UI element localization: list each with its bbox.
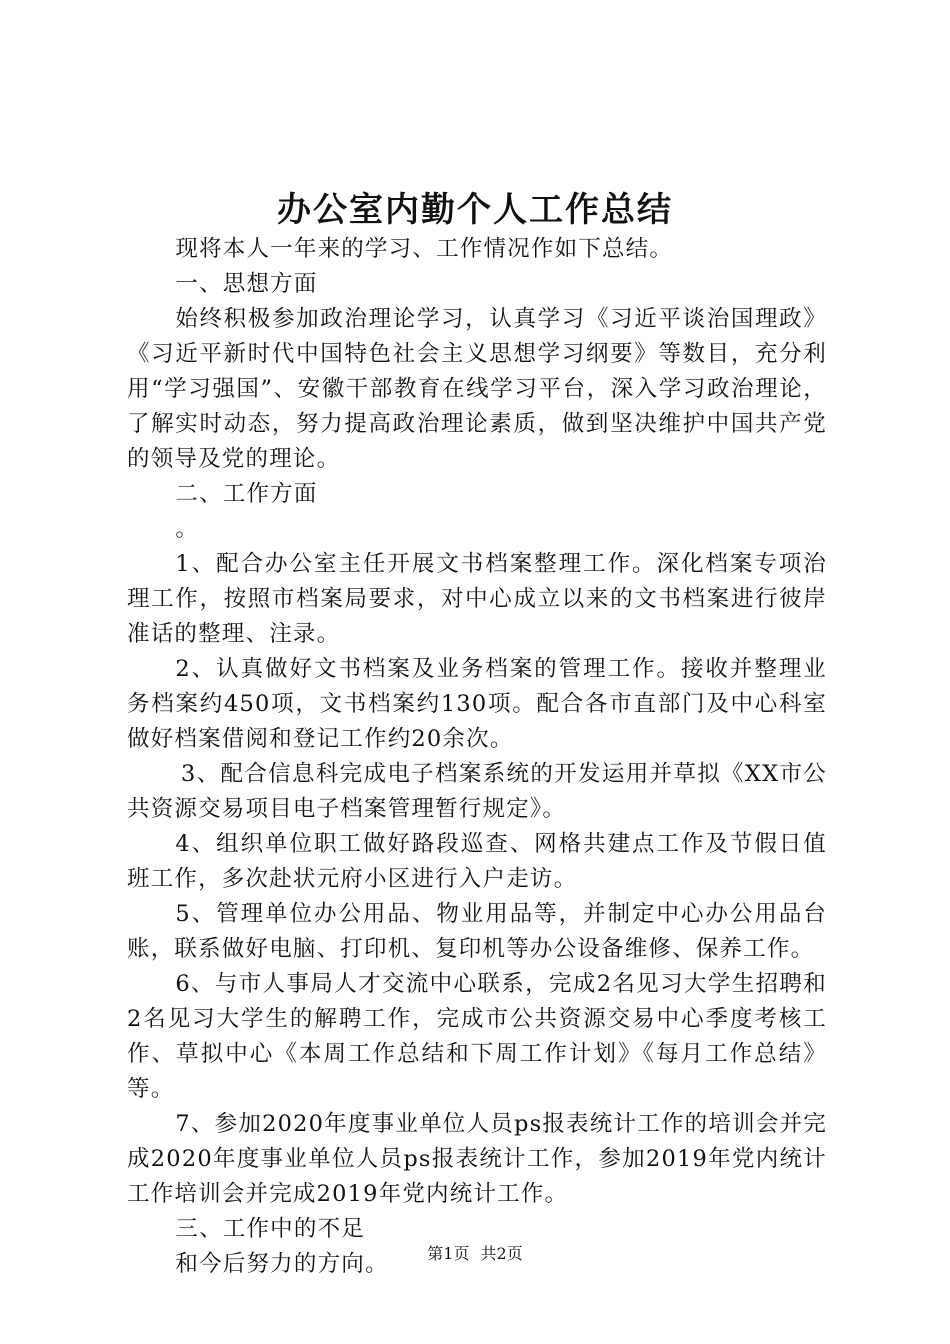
work-item-6: 6、与市人事局人才交流中心联系，完成2名见习大学生招聘和2名见习大学生的解聘工作，完成市公共资源交易中心季度考核工作、草拟中心《本周工作总结和下周工作计划》《每月工作总结》等。 <box>127 971 827 1102</box>
thought-paragraph: 始终积极参加政治理论学习，认真学习《习近平谈治国理政》《习近平新时代中国特色社会主义思想学习纲要》等数目，充分利用“学习强国”、安徽干部教育在线学习平台，深入学习政治理论，了解实时动态，努力提高政治理论素质，做到坚决维护中国共产党的领导及党的理论。 <box>127 306 827 472</box>
work-item-2: 2、认真做好文书档案及业务档案的管理工作。接收并整理业务档案约450项，文书档案约130项。配合各市直部门及中心科室做好档案借阅和登记工作约20余次。 <box>127 656 827 752</box>
section-heading-work: 二、工作方面 <box>175 481 318 507</box>
document-body <box>127 232 827 1282</box>
stray-period: 。 <box>175 516 200 542</box>
work-item-7: 7、参加2020年度事业单位人员ps报表统计工作的培训会并完成2020年度事业单位人员ps报表统计工作，参加2019年党内统计工作培训会并完成2019年党内统计工作。 <box>127 1111 827 1207</box>
page-total: 共2页 <box>480 1244 523 1263</box>
shortcomings-subheading: 和今后努力的方向。 <box>175 1251 389 1277</box>
section-heading-shortcomings: 三、工作中的不足 <box>175 1216 365 1242</box>
document-title: 办公室内勤个人工作总结 <box>277 190 673 230</box>
page-footer <box>0 1242 950 1266</box>
work-item-4: 4、组织单位职工做好路段巡查、网格共建点工作及节假日值班工作，多次赴状元府小区进行入户走访。 <box>127 831 827 892</box>
intro-paragraph: 现将本人一年来的学习、工作情况作如下总结。 <box>175 236 674 262</box>
page-number: 第1页 <box>427 1244 470 1263</box>
work-item-3: 3、配合信息科完成电子档案系统的开发运用并草拟《XX市公共资源交易项目电子档案管理暂行规定》。 <box>127 761 827 822</box>
section-heading-thought: 一、思想方面 <box>175 271 318 297</box>
work-item-1: 1、配合办公室主任开展文书档案整理工作。深化档案专项治理工作，按照市档案局要求，对中心成立以来的文书档案进行彼岸准话的整理、注录。 <box>127 551 827 647</box>
work-item-5: 5、管理单位办公用品、物业用品等，并制定中心办公用品台账，联系做好电脑、打印机、复印机等办公设备维修、保养工作。 <box>127 901 827 962</box>
